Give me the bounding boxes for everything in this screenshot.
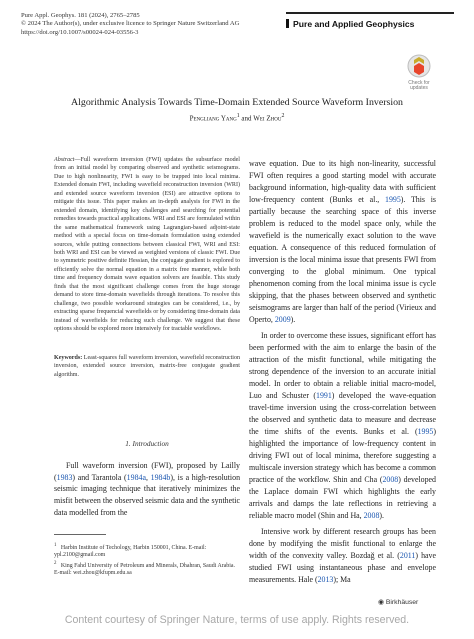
- text-run: ) and Tarantola (: [72, 472, 127, 482]
- text-run: Intensive work by different research groups has been done by modifying the misfit functional to enlarge the width of the convexity valley. Bozdağ et al. (: [249, 527, 436, 560]
- text-run: ). This is partially because the searching space of this inverse problem is reduced to the model space only, while the wavefield is the numerically exact solution to the wave equation. A consequence of this reduced formulation of inversion is the local minima issue that presents FWI from converging to the global minimum. One typical phenomenon coming from the local minima issue is cycle skipping, that the phases between observed and synthetic seismograms are larger than half of the period (Virieux and Operto,: [249, 195, 436, 324]
- text-run: ) developed the wave-equation travel-time inversion using the cross-correlation between the observed and synthetic data to measure and decrease the time shifts of the events. Bunks et al. (: [249, 391, 437, 436]
- text-run: ), is a high-resolution seismic imaging technique that iteratively minimizes the misfit between the observed seismic data and the synthetic data modelled from the: [54, 472, 241, 517]
- citation-link[interactable]: 2008: [363, 511, 380, 520]
- keywords-label: Keywords:: [54, 355, 83, 361]
- right-column: [249, 158, 436, 586]
- text-run: In order to overcome these issues, significant effort has been performed with the aim to enlarge the basin of the attraction of the misfit functional, while mitigating the strong dependence of the inversion to an accurate initial model. In order to obtain a reliable initial macro-model, Luo and Schuster (: [249, 331, 436, 400]
- citation-header: [21, 12, 239, 37]
- text-run: ) highlighted the importance of low-frequency content in driving FWI out of local minima, therefore suggesting a multiscale inversion strategy which has become a common practice of the workflow. Shin and Cha (: [249, 427, 436, 484]
- journal-name-text: Pure and Applied Geophysics: [293, 19, 415, 29]
- text-run: Full waveform inversion (FWI), proposed by Lailly (: [54, 461, 240, 482]
- author-list: [0, 113, 474, 122]
- text-run: ) have studied FWI using instantaneous phase and envelope measurements. Hale (: [249, 551, 436, 584]
- footnote-rule: [54, 534, 106, 535]
- citation-link[interactable]: 1995: [385, 195, 401, 204]
- abstract-text: —Full waveform inversion (FWI) updates the subsurface model from an initial model by comparing observed and synthetic seismograms. Due to high nonlinearity, FWI is easy to be trapped into local minima. Extended domain FWI, including wavefield reconstruction inversion (WRI) and extended source waveform inversion (ESI) are attractive options to mitigate this issue. This paper makes an in-depth analysis for FWI in the extended domain, identifying key challenges and searching for potential remedies towards practical applications. WRI and ESI are formulated within the same mathematical framework using Lagrangian-based adjoint-state method with a special focus on time-domain formulation using extended sources, while putting connections between classical FWI, WRI and ESI: both WRI and ESI can be viewed as weighted versions of classic FWI. Due to symmetric positive definite Hessian, the conjugate gradient is explored to efficiently solve the normal equation in a matrix free manner, while both time and frequency domain wave equation solvers are feasible. This study finds that the most significant challenge comes from the huge storage demand to store time-domain wavefields through iterations. To resolve this challenge, two possible workaround strategies can be considered, i.e., by extracting sparse frequencial wavefields or by considering time-domain data instead of wavefields for reducing such challenge. We suggest that these options should be explored more intensively for tractable workflows.: [54, 157, 240, 333]
- text-run: wave equation. Due to its high non-linearity, successful FWI often requires a good starting model with accurate background information, high-quality data with sufficient low-frequency content (Bunks et al.,: [249, 159, 436, 204]
- author-2-affil: 2: [281, 113, 285, 119]
- body-paragraph: [249, 330, 436, 522]
- text-run: ) developed the Laplace domain FWI which highlights the early arrivals and damps the late reflections in retrieving a reliable macro model (Shin and Ha,: [249, 475, 436, 520]
- paper-title: Algorithmic Analysis Towards Time-Domain Extended Source Waveform Inversion: [71, 97, 403, 108]
- abstract: [54, 156, 240, 334]
- citation-link[interactable]: 2011: [399, 551, 416, 560]
- check-updates-line1: Check for: [408, 79, 430, 86]
- body-paragraph: [249, 526, 436, 586]
- citation-link[interactable]: 2009: [274, 315, 291, 324]
- citation-link[interactable]: 1983: [56, 472, 73, 482]
- text-run: ).: [379, 511, 384, 520]
- birkhauser-icon: ◉: [378, 599, 384, 606]
- author-1: Pengliang Yang: [189, 114, 237, 123]
- journal-name: [286, 12, 454, 29]
- publisher-name: Birkhäuser: [385, 599, 419, 606]
- journal-bar-icon: [286, 19, 289, 28]
- author-1-affil: 1: [236, 113, 240, 119]
- footnote-number: 2: [54, 561, 57, 566]
- keywords: [54, 354, 240, 379]
- citation-link[interactable]: 1991: [316, 391, 332, 400]
- footnote-number: 1: [54, 543, 57, 548]
- footnote-1: [54, 542, 240, 560]
- copyright-overlay: Content courtesy of Springer Nature, terms of use apply. Rights reserved.: [64, 614, 410, 626]
- text-run: ).: [290, 315, 296, 324]
- keywords-text: Least-squares full waveform inversion, wavefield reconstruction inversion, extended source inversion, matrix-free conjugate gradient algorithm.: [54, 355, 240, 378]
- check-updates-line2: updates: [410, 85, 428, 92]
- body-paragraph: [249, 158, 436, 326]
- abstract-label: Abstract: [54, 157, 75, 163]
- text-run: ,: [145, 472, 151, 482]
- citation-link[interactable]: 2013: [317, 575, 334, 584]
- footnote-2: [54, 560, 240, 578]
- citation-link[interactable]: 1984a: [126, 472, 146, 482]
- footnote-text: King Fahd University of Petroleum and Minerals, Dhahran, Saudi Arabia. E-mail: wei.zhou@kfupm.edu.sa: [54, 562, 235, 577]
- author-conjunction: and: [239, 114, 254, 123]
- section-heading-introduction: 1. Introduction: [125, 439, 169, 448]
- citation-link[interactable]: 1984b: [150, 472, 171, 482]
- doi-link[interactable]: https://doi.org/10.1007/s00024-024-03556-3: [21, 28, 139, 36]
- intro-paragraph: [54, 460, 240, 519]
- citation-link[interactable]: 2008: [382, 475, 399, 484]
- check-for-updates-badge[interactable]: [397, 54, 441, 92]
- check-updates-icon: [407, 54, 431, 78]
- journal-citation: Pure Appl. Geophys. 181 (2024), 2765–2785: [21, 12, 140, 19]
- citation-link[interactable]: 1995: [417, 427, 434, 436]
- author-2: Wei Zhou: [253, 114, 282, 123]
- text-run: ); Ma: [333, 575, 351, 584]
- footnote-text: Harbin Institute of Techology, Harbin 150001, China. E-mail: ypl.2100@gmail.com: [54, 544, 207, 559]
- copyright-line: © 2024 The Author(s), under exclusive licence to Springer Nature Switzerland AG: [21, 20, 240, 28]
